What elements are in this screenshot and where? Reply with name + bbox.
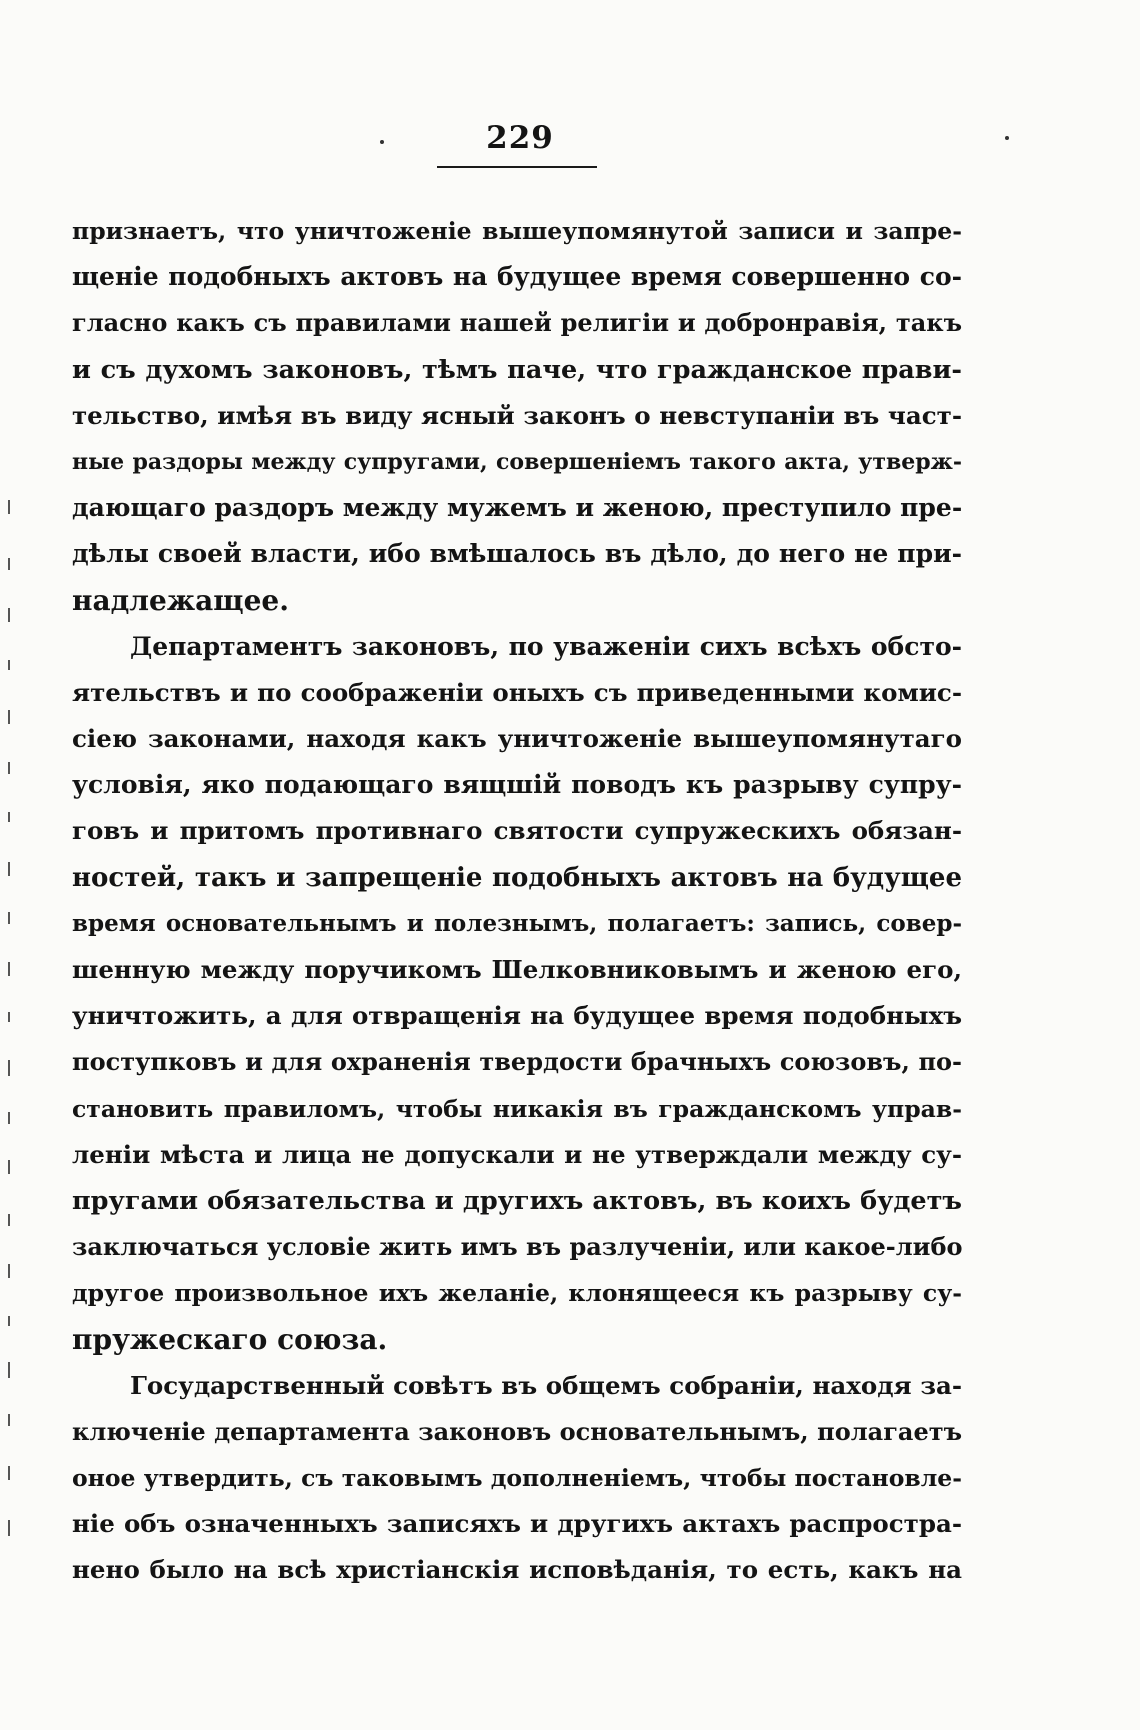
margin-mark: [8, 500, 10, 514]
margin-mark: [8, 710, 10, 724]
stray-dot: [1005, 136, 1009, 140]
margin-mark: [8, 1466, 10, 1480]
margin-mark: [8, 862, 10, 876]
margin-mark: [8, 1362, 10, 1378]
text-line: надлежащее.: [72, 583, 289, 617]
text-line: признаетъ, что уничтоженіе вышеупомянутой записи и запре-: [72, 217, 962, 245]
text-line: условія, яко подающаго вящшій поводъ къ разрыву супру-: [72, 770, 962, 800]
text-line: гласно какъ съ правилами нашей религіи и добронравія, такъ: [72, 308, 962, 338]
margin-mark: [8, 1112, 10, 1124]
text-line: тельство, имѣя въ виду ясный законъ о невступаніи въ част-: [72, 400, 962, 430]
text-line: ятельствъ и по соображеніи оныхъ съ приведенными комис-: [72, 677, 962, 707]
text-line: становить правиломъ, чтобы никакія въ гражданскомъ управ-: [72, 1094, 962, 1123]
text-line: леніи мѣста и лица не допускали и не утверждали между су-: [72, 1139, 962, 1169]
page-number: 229: [486, 120, 554, 156]
text-line: пругами обязательства и другихъ актовъ, въ коихъ будетъ: [72, 1185, 962, 1216]
margin-mark: [8, 1520, 10, 1536]
text-line: дѣлы своей власти, ибо вмѣшалось въ дѣло, до него не при-: [72, 539, 962, 569]
text-line: нено было на всѣ христіанскія исповѣданія, то есть, какъ на: [72, 1555, 962, 1585]
margin-mark: [8, 962, 10, 976]
text-line: Департаментъ законовъ, по уваженіи сихъ всѣхъ обсто-: [130, 631, 962, 661]
text-line: говъ и притомъ противнаго святости супружескихъ обязан-: [72, 816, 962, 846]
text-line: и съ духомъ законовъ, тѣмъ паче, что гражданское прави-: [72, 354, 962, 385]
body-text: [72, 208, 962, 1594]
margin-mark: [8, 912, 10, 924]
margin-mark: [8, 660, 10, 670]
margin-artifacts: [4, 500, 18, 1550]
text-line: ные раздоры между супругами, совершеніемъ такого акта, утверж-: [72, 448, 962, 475]
text-line: сіею законами, находя какъ уничтоженіе вышеупомянутаго: [72, 724, 962, 754]
margin-mark: [8, 1160, 10, 1174]
stray-dot: [380, 140, 384, 144]
text-line: другое произвольное ихъ желаніе, клонящееся къ разрыву су-: [72, 1279, 962, 1308]
text-line: щеніе подобныхъ актовъ на будущее время совершенно со-: [72, 262, 962, 292]
margin-mark: [8, 1012, 10, 1022]
margin-mark: [8, 762, 10, 774]
text-line: шенную между поручикомъ Шелковниковымъ и женою его,: [72, 955, 962, 984]
margin-mark: [8, 608, 10, 622]
margin-mark: [8, 1414, 10, 1426]
margin-mark: [8, 1316, 10, 1326]
text-line: пружескаго союза.: [72, 1322, 388, 1356]
page-number-rule: [437, 166, 597, 168]
margin-mark: [8, 558, 10, 570]
text-line: оное утвердить, съ таковымъ дополненіемъ, чтобы постановле-: [72, 1464, 962, 1493]
text-line: ностей, такъ и запрещеніе подобныхъ актовъ на будущее: [72, 862, 962, 893]
text-line: поступковъ и для охраненія твердости брачныхъ союзовъ, по-: [72, 1047, 962, 1077]
text-line: Государственный совѣтъ въ общемъ собраніи, находя за-: [130, 1370, 962, 1400]
margin-mark: [8, 812, 10, 822]
text-line: дающаго раздоръ между мужемъ и женою, преступило пре-: [72, 493, 962, 523]
text-line: заключаться условіе жить имъ въ разлученіи, или какое-либо: [72, 1232, 962, 1262]
text-line: ключеніе департамента законовъ основательнымъ, полагаетъ: [72, 1416, 962, 1446]
margin-mark: [8, 1264, 10, 1278]
text-line: время основательнымъ и полезнымъ, полагаетъ: запись, совер-: [72, 909, 962, 937]
text-line: уничтожить, а для отвращенія на будущее время подобныхъ: [72, 1001, 962, 1031]
margin-mark: [8, 1060, 10, 1076]
text-line: ніе объ означенныхъ записяхъ и другихъ актахъ распростра-: [72, 1509, 962, 1539]
margin-mark: [8, 1214, 10, 1226]
